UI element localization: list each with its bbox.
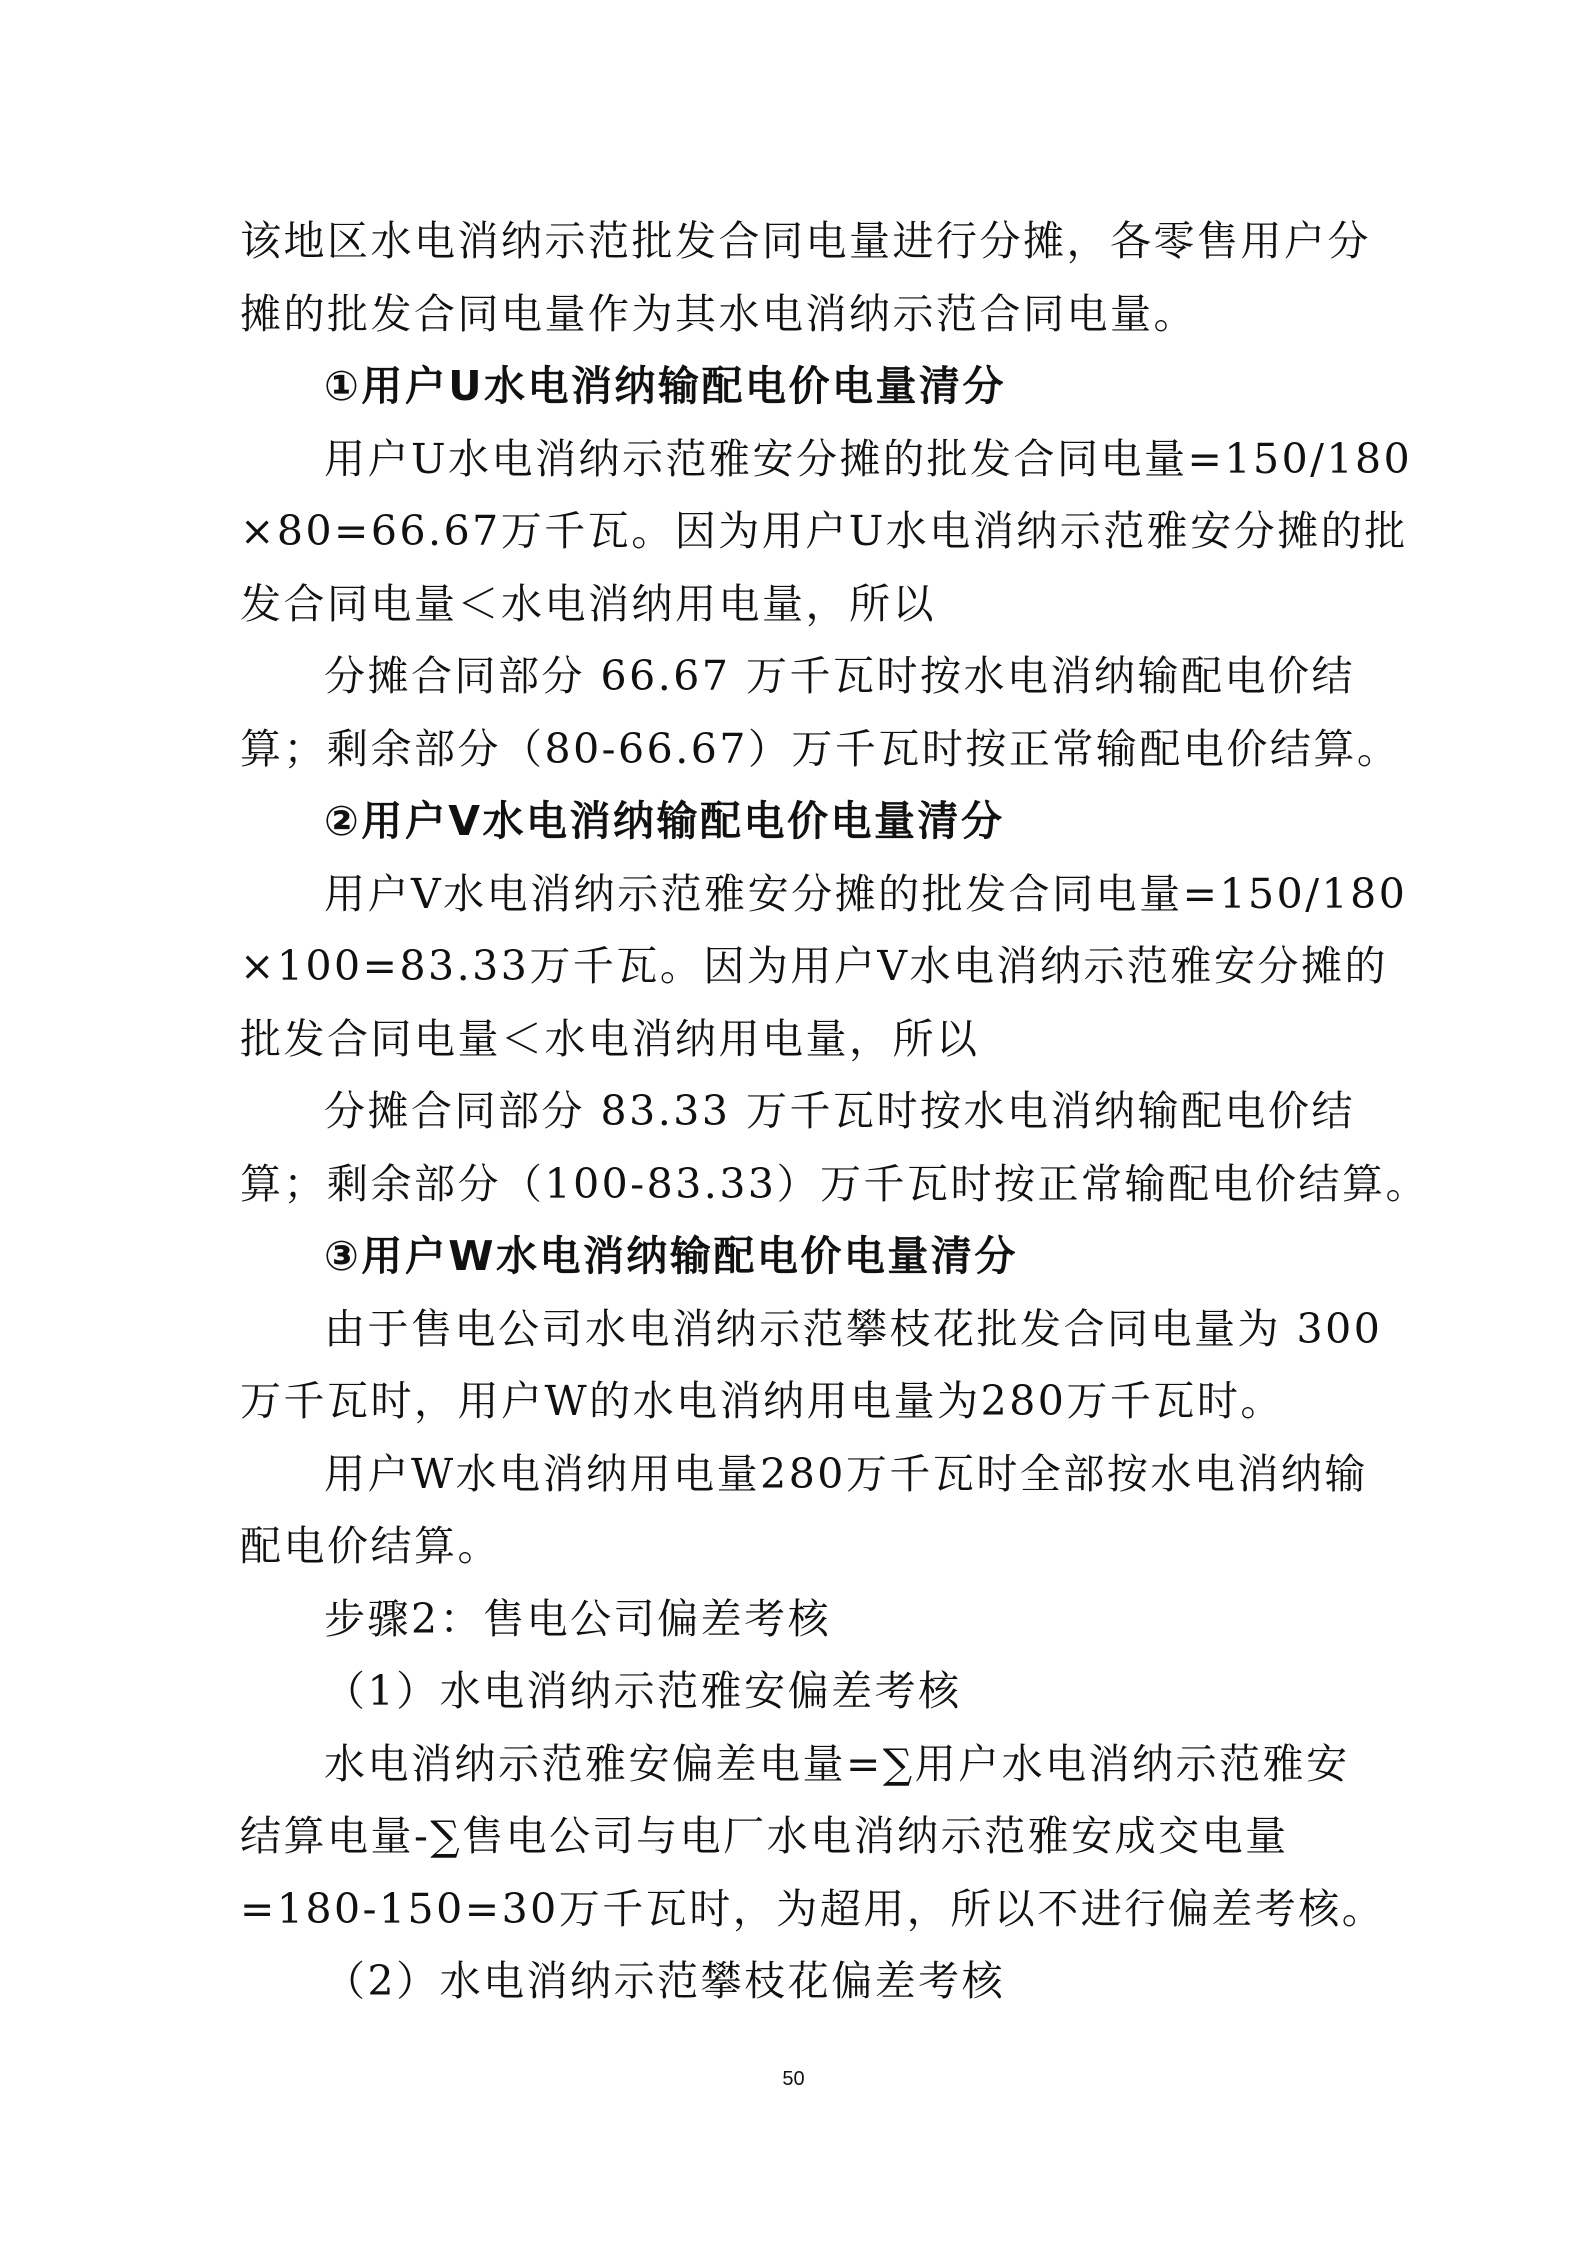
paragraph-line: 该地区水电消纳示范批发合同电量进行分摊，各零售用户分 (240, 217, 1371, 265)
paragraph-line: 用户U水电消纳示范雅安分摊的批发合同电量=150/180 (324, 434, 1413, 483)
paragraph-line: 算；剩余部分（80-66.67）万千瓦时按正常输配电价结算。 (240, 724, 1401, 773)
section-heading-panzhihua: （2）水电消纳示范攀枝花偏差考核 (324, 1957, 1006, 2005)
page-number: 50 (782, 2068, 805, 2090)
subheading-user-w: ③用户W水电消纳输配电价电量清分 (324, 1232, 1018, 1280)
paragraph-line: 万千瓦时，用户W的水电消纳用电量为280万千瓦时。 (240, 1377, 1284, 1425)
paragraph-line: 分摊合同部分 83.33 万千瓦时按水电消纳输配电价结 (324, 1087, 1355, 1135)
subheading-user-v: ②用户V水电消纳输配电价电量清分 (324, 797, 1005, 845)
paragraph-line: 配电价结算。 (240, 1522, 501, 1570)
paragraph-line: ×100=83.33万千瓦。因为用户V水电消纳示范雅安分摊的 (240, 942, 1388, 990)
paragraph-line: 由于售电公司水电消纳示范攀枝花批发合同电量为 300 (324, 1304, 1383, 1353)
formula-result-line: =180-150=30万千瓦时，为超用，所以不进行偏差考核。 (240, 1884, 1386, 1933)
paragraph-line: 批发合同电量＜水电消纳用电量，所以 (240, 1014, 980, 1063)
paragraph-line: 用户W水电消纳用电量280万千瓦时全部按水电消纳输 (324, 1449, 1368, 1498)
section-heading-yaan: （1）水电消纳示范雅安偏差考核 (324, 1667, 962, 1715)
paragraph-line: ×80=66.67万千瓦。因为用户U水电消纳示范雅安分摊的批 (240, 507, 1408, 555)
document-page (240, 205, 1429, 2018)
formula-line: 水电消纳示范雅安偏差电量=∑用户水电消纳示范雅安 (324, 1739, 1350, 1788)
paragraph-line: 分摊合同部分 66.67 万千瓦时按水电消纳输配电价结 (324, 652, 1355, 700)
step-heading: 步骤2：售电公司偏差考核 (324, 1594, 832, 1643)
paragraph-line: 用户V水电消纳示范雅安分摊的批发合同电量=150/180 (324, 869, 1408, 918)
formula-line: 结算电量-∑售电公司与电厂水电消纳示范雅安成交电量 (240, 1812, 1289, 1860)
paragraph-line: 发合同电量＜水电消纳用电量，所以 (240, 579, 936, 628)
subheading-user-u: ①用户U水电消纳输配电价电量清分 (324, 362, 1007, 410)
paragraph-line: 算；剩余部分（100-83.33）万千瓦时按正常输配电价结算。 (240, 1159, 1429, 1208)
paragraph-line: 摊的批发合同电量作为其水电消纳示范合同电量。 (240, 289, 1197, 338)
